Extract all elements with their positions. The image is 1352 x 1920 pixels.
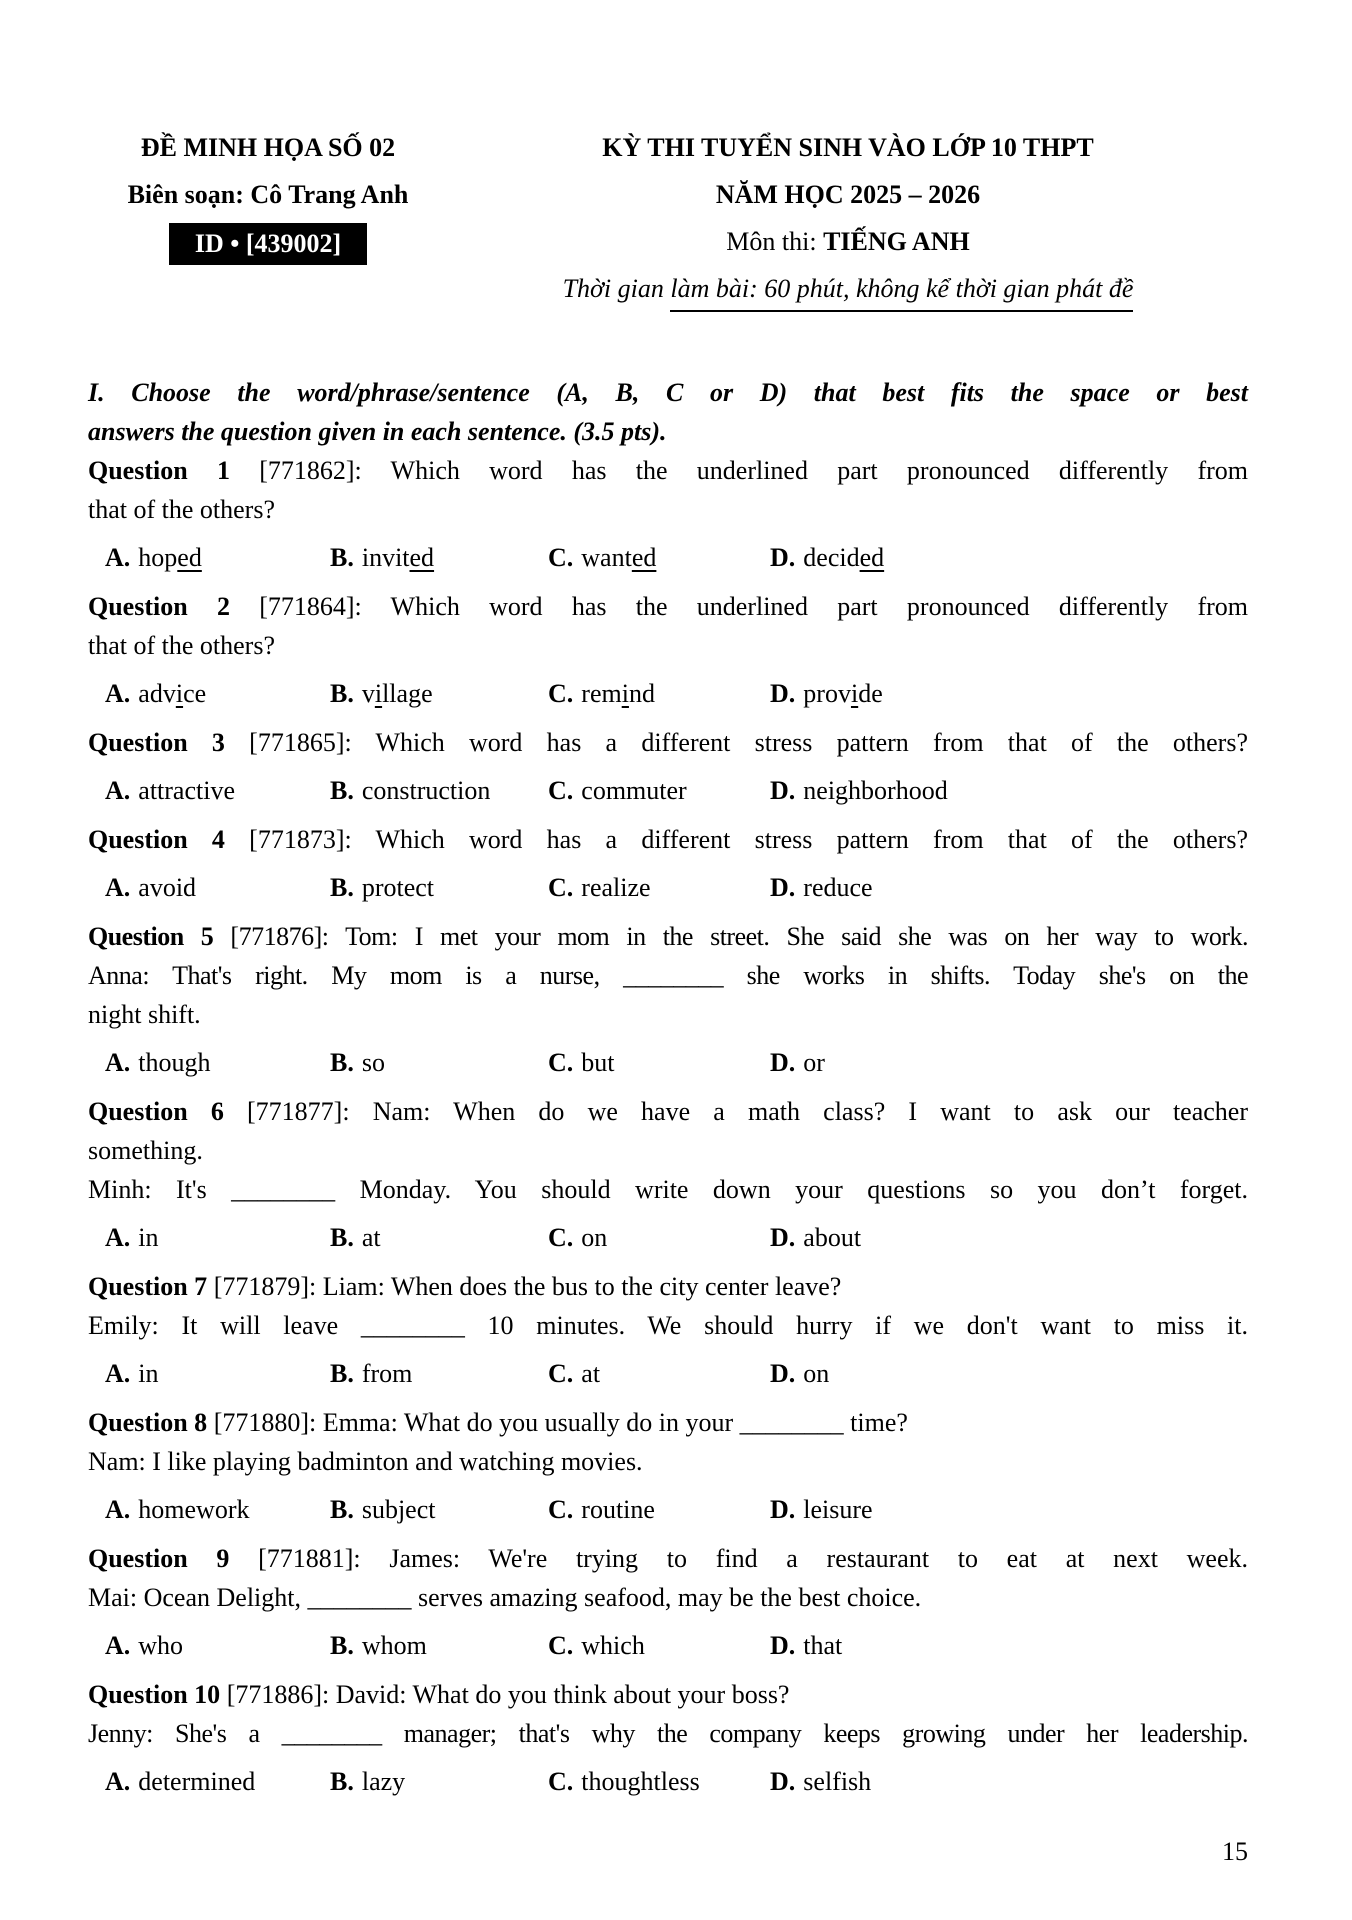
text-segment: whom	[361, 1631, 427, 1660]
option-letter: A.	[105, 776, 131, 805]
text-segment: selfish	[803, 1767, 872, 1796]
option-letter: D.	[770, 873, 796, 902]
question-4-option-A	[105, 868, 330, 907]
question-5-option-C	[548, 1043, 770, 1082]
question-10-line-1	[88, 1675, 1248, 1714]
text-segment: though	[138, 1048, 211, 1077]
question-2-option-A	[105, 674, 330, 713]
question-7-option-D	[770, 1354, 1248, 1393]
text-segment: on	[803, 1359, 830, 1388]
text-segment: in	[138, 1359, 159, 1388]
header-left-block	[88, 124, 448, 312]
questions-list	[88, 451, 1248, 1801]
question-5-line-1	[88, 917, 1248, 956]
underlined-text: ed	[177, 543, 202, 572]
question-5-option-B	[330, 1043, 548, 1082]
exam-header	[88, 124, 1248, 312]
question-2-option-D	[770, 674, 1248, 713]
question-9-options-row	[88, 1626, 1248, 1665]
option-letter: C.	[548, 1631, 574, 1660]
option-letter: C.	[548, 679, 574, 708]
text-segment: realize	[581, 873, 651, 902]
option-letter: A.	[105, 1631, 131, 1660]
text-segment: [771873]: Which word has a different stress pattern from that of the others?	[249, 825, 1248, 854]
question-4-option-D	[770, 868, 1248, 907]
text-segment: which	[581, 1631, 645, 1660]
text-segment: decid	[803, 543, 860, 572]
question-8-line-2	[88, 1442, 1248, 1481]
text-segment: [771879]: Liam: When does the bus to the city center leave?	[213, 1272, 842, 1301]
option-letter: C.	[548, 1223, 574, 1252]
question-4-option-C	[548, 868, 770, 907]
option-letter: B.	[330, 776, 354, 805]
option-letter: D.	[770, 1495, 796, 1524]
text-segment: hop	[138, 543, 178, 572]
text-segment: from	[361, 1359, 413, 1388]
text-segment: reduce	[803, 873, 873, 902]
option-letter: D.	[770, 1359, 796, 1388]
option-letter: A.	[105, 1359, 131, 1388]
question-1-line-1	[88, 451, 1248, 490]
text-segment: want	[581, 543, 632, 572]
question-3-option-C	[548, 771, 770, 810]
question-5-option-A	[105, 1043, 330, 1082]
text-segment: routine	[581, 1495, 655, 1524]
question-5-line-2	[88, 956, 1248, 995]
underlined-text: ed	[631, 543, 657, 572]
text-segment: Question 10	[88, 1680, 227, 1709]
question-2-line-1	[88, 587, 1248, 626]
question-1-options-row	[88, 538, 1248, 577]
question-8	[88, 1403, 1248, 1529]
text-segment: neighborhood	[803, 776, 948, 805]
text-segment: [771876]: Tom: I met your mom in the street. She said she was on her way to work.	[230, 922, 1248, 951]
question-4-options-row	[88, 868, 1248, 907]
question-6-option-B	[330, 1218, 548, 1257]
text-segment: about	[803, 1223, 862, 1252]
underlined-text: ed	[409, 543, 435, 572]
text-segment: Anna: That's right. My mom is a nurse, ________ she works in shifts. Today she's on the	[88, 961, 1248, 990]
underlined-text: i	[621, 679, 629, 708]
question-6	[88, 1092, 1248, 1257]
text-segment: [771881]: James: We're trying to find a restaurant to eat at next week.	[258, 1544, 1248, 1573]
question-7	[88, 1267, 1248, 1393]
text-segment: [771865]: Which word has a different stress pattern from that of the others?	[249, 728, 1248, 757]
question-1-option-D	[770, 538, 1248, 577]
text-segment: protect	[361, 873, 435, 902]
header-right-block	[448, 124, 1248, 312]
option-letter: A.	[105, 1767, 131, 1796]
exam-author: Biên soạn: Cô Trang Anh	[127, 180, 409, 209]
text-segment: Question 6	[88, 1097, 248, 1126]
text-segment: night shift.	[88, 1000, 201, 1029]
question-6-line-2	[88, 1131, 1248, 1170]
text-segment: Question 4	[88, 825, 250, 854]
text-segment: thoughtless	[581, 1767, 700, 1796]
option-letter: C.	[548, 1495, 574, 1524]
question-8-option-D	[770, 1490, 1248, 1529]
text-segment: [771862]: Which word has the underlined part pronounced differently from	[259, 456, 1248, 485]
text-segment: something.	[88, 1136, 203, 1165]
school-year: NĂM HỌC 2025 – 2026	[715, 180, 981, 209]
exam-main-title: KỲ THI TUYỂN SINH VÀO LỚP 10 THPT	[602, 133, 1094, 162]
text-segment: prov	[803, 679, 851, 708]
question-1-option-C	[548, 538, 770, 577]
question-1-option-A	[105, 538, 330, 577]
section-heading-line-2	[88, 412, 1248, 451]
option-letter: C.	[548, 873, 574, 902]
question-9	[88, 1539, 1248, 1665]
question-10-option-D	[770, 1762, 1248, 1801]
option-letter: A.	[105, 1495, 131, 1524]
question-4	[88, 820, 1248, 907]
question-6-option-A	[105, 1218, 330, 1257]
text-segment: that of the others?	[88, 631, 275, 660]
text-segment: nd	[628, 679, 655, 708]
text-segment: Question 5	[88, 922, 231, 951]
option-letter: B.	[330, 1767, 354, 1796]
duration-underlined-text: làm bài: 60 phút, không kể thời gian phát đề	[670, 274, 1133, 312]
question-1	[88, 451, 1248, 577]
subject-line	[448, 218, 1248, 265]
question-7-option-C	[548, 1354, 770, 1393]
text-segment: Question 2	[88, 592, 260, 621]
option-letter: B.	[330, 1223, 354, 1252]
underlined-text: i	[850, 679, 859, 708]
text-segment: v	[361, 679, 375, 708]
text-segment: at	[581, 1359, 601, 1388]
option-letter: D.	[770, 776, 796, 805]
question-6-option-D	[770, 1218, 1248, 1257]
option-letter: D.	[770, 1223, 796, 1252]
question-7-line-1	[88, 1267, 1248, 1306]
option-letter: B.	[330, 1631, 354, 1660]
question-8-line-1	[88, 1403, 1248, 1442]
text-segment: Question 1	[88, 456, 260, 485]
option-letter: B.	[330, 873, 354, 902]
text-segment: Question 7	[88, 1272, 214, 1301]
duration-line	[448, 265, 1248, 312]
question-9-line-1	[88, 1539, 1248, 1578]
text-segment: Mai: Ocean Delight, ________ serves amazing seafood, may be the best choice.	[88, 1583, 922, 1612]
question-6-line-1	[88, 1092, 1248, 1131]
option-letter: D.	[770, 1048, 796, 1077]
option-letter: C.	[548, 1359, 574, 1388]
text-segment: Question 3	[88, 728, 250, 757]
duration-prefix: Thời gian	[562, 274, 671, 303]
question-5-option-D	[770, 1043, 1248, 1082]
question-4-option-B	[330, 868, 548, 907]
question-9-option-A	[105, 1626, 330, 1665]
question-9-option-C	[548, 1626, 770, 1665]
exam-set-title: ĐỀ MINH HỌA SỐ 02	[140, 133, 396, 162]
question-10-options-row	[88, 1762, 1248, 1801]
text-segment: [771886]: David: What do you think about your boss?	[226, 1680, 790, 1709]
option-letter: C.	[548, 543, 574, 572]
text-segment: so	[361, 1048, 385, 1077]
option-letter: A.	[105, 679, 131, 708]
question-10-option-C	[548, 1762, 770, 1801]
question-3	[88, 723, 1248, 810]
text-segment: avoid	[138, 873, 197, 902]
text-segment: ce	[183, 679, 207, 708]
text-segment: [771880]: Emma: What do you usually do in your ________ time?	[213, 1408, 908, 1437]
text-segment: construction	[361, 776, 491, 805]
text-segment: de	[858, 679, 883, 708]
question-6-option-C	[548, 1218, 770, 1257]
text-segment: who	[138, 1631, 184, 1660]
section-heading-line-1	[88, 373, 1248, 412]
text-segment: attractive	[138, 776, 235, 805]
page-number: 15	[1222, 1837, 1248, 1866]
question-7-line-2	[88, 1306, 1248, 1345]
question-2-option-B	[330, 674, 548, 713]
option-letter: D.	[770, 543, 796, 572]
text-segment: Question 8	[88, 1408, 214, 1437]
text-segment: commuter	[581, 776, 687, 805]
question-9-option-B	[330, 1626, 548, 1665]
option-letter: A.	[105, 1048, 131, 1077]
question-1-option-B	[330, 538, 548, 577]
option-letter: B.	[330, 1359, 354, 1388]
text-segment: [771864]: Which word has the underlined part pronounced differently from	[259, 592, 1248, 621]
question-3-option-D	[770, 771, 1248, 810]
question-8-option-A	[105, 1490, 330, 1529]
underlined-text: ed	[859, 543, 885, 572]
option-letter: C.	[548, 1767, 574, 1796]
exam-id-badge: ID • [439002]	[169, 223, 367, 265]
subject-value: TIẾNG ANH	[823, 227, 970, 256]
question-9-line-2	[88, 1578, 1248, 1617]
text-segment: but	[581, 1048, 615, 1077]
question-7-option-B	[330, 1354, 548, 1393]
question-8-option-C	[548, 1490, 770, 1529]
question-8-option-B	[330, 1490, 548, 1529]
question-2-options-row	[88, 674, 1248, 713]
text-segment: Minh: It's ________ Monday. You should write down your questions so you don’t forget.	[88, 1175, 1248, 1204]
question-9-option-D	[770, 1626, 1248, 1665]
text-segment: rem	[581, 679, 622, 708]
option-letter: C.	[548, 1048, 574, 1077]
text-segment: I. Choose the word/phrase/sentence (A, B, C or D) that best fits the space or best	[88, 378, 1248, 407]
text-segment: in	[138, 1223, 159, 1252]
text-segment: on	[581, 1223, 608, 1252]
text-segment: invit	[361, 543, 410, 572]
underlined-text: i	[175, 679, 184, 708]
option-letter: A.	[105, 1223, 131, 1252]
question-2-line-2	[88, 626, 1248, 665]
question-6-line-3	[88, 1170, 1248, 1209]
question-2	[88, 587, 1248, 713]
text-segment: at	[361, 1223, 381, 1252]
exam-id-row	[88, 218, 448, 265]
text-segment: determined	[138, 1767, 256, 1796]
text-segment: subject	[361, 1495, 436, 1524]
text-segment: [771877]: Nam: When do we have a math class? I want to ask our teacher	[247, 1097, 1248, 1126]
question-10-line-2	[88, 1714, 1248, 1753]
option-letter: D.	[770, 1767, 796, 1796]
option-letter: D.	[770, 679, 796, 708]
question-10-option-A	[105, 1762, 330, 1801]
section-heading	[88, 373, 1248, 451]
text-segment: Nam: I like playing badminton and watching movies.	[88, 1447, 643, 1476]
question-6-options-row	[88, 1218, 1248, 1257]
text-segment: or	[803, 1048, 825, 1077]
text-segment: Question 9	[88, 1544, 259, 1573]
option-letter: A.	[105, 543, 131, 572]
question-3-options-row	[88, 771, 1248, 810]
text-segment: adv	[138, 679, 176, 708]
question-1-line-2	[88, 490, 1248, 529]
text-segment: that	[803, 1631, 843, 1660]
option-letter: C.	[548, 776, 574, 805]
text-segment: homework	[138, 1495, 250, 1524]
question-3-line-1	[88, 723, 1248, 762]
option-letter: A.	[105, 873, 131, 902]
text-segment: leisure	[803, 1495, 873, 1524]
question-5	[88, 917, 1248, 1082]
option-letter: B.	[330, 679, 354, 708]
text-segment: Jenny: She's a ________ manager; that's why the company keeps growing under her leadership.	[88, 1719, 1248, 1748]
exam-body	[88, 373, 1248, 1801]
question-3-option-B	[330, 771, 548, 810]
question-3-option-A	[105, 771, 330, 810]
question-5-line-3	[88, 995, 1248, 1034]
question-2-option-C	[548, 674, 770, 713]
question-7-options-row	[88, 1354, 1248, 1393]
question-5-options-row	[88, 1043, 1248, 1082]
question-10	[88, 1675, 1248, 1801]
option-letter: B.	[330, 1048, 354, 1077]
text-segment: llage	[382, 679, 433, 708]
text-segment: answers the question given in each sentence. (3.5 pts).	[88, 417, 667, 446]
option-letter: B.	[330, 543, 354, 572]
underlined-text: i	[374, 679, 383, 708]
option-letter: D.	[770, 1631, 796, 1660]
text-segment: Emily: It will leave ________ 10 minutes. We should hurry if we don't want to miss it.	[88, 1311, 1248, 1340]
option-letter: B.	[330, 1495, 354, 1524]
subject-label: Môn thi:	[726, 227, 824, 256]
question-10-option-B	[330, 1762, 548, 1801]
text-segment: lazy	[361, 1767, 406, 1796]
question-4-line-1	[88, 820, 1248, 859]
text-segment: that of the others?	[88, 495, 275, 524]
question-8-options-row	[88, 1490, 1248, 1529]
question-7-option-A	[105, 1354, 330, 1393]
